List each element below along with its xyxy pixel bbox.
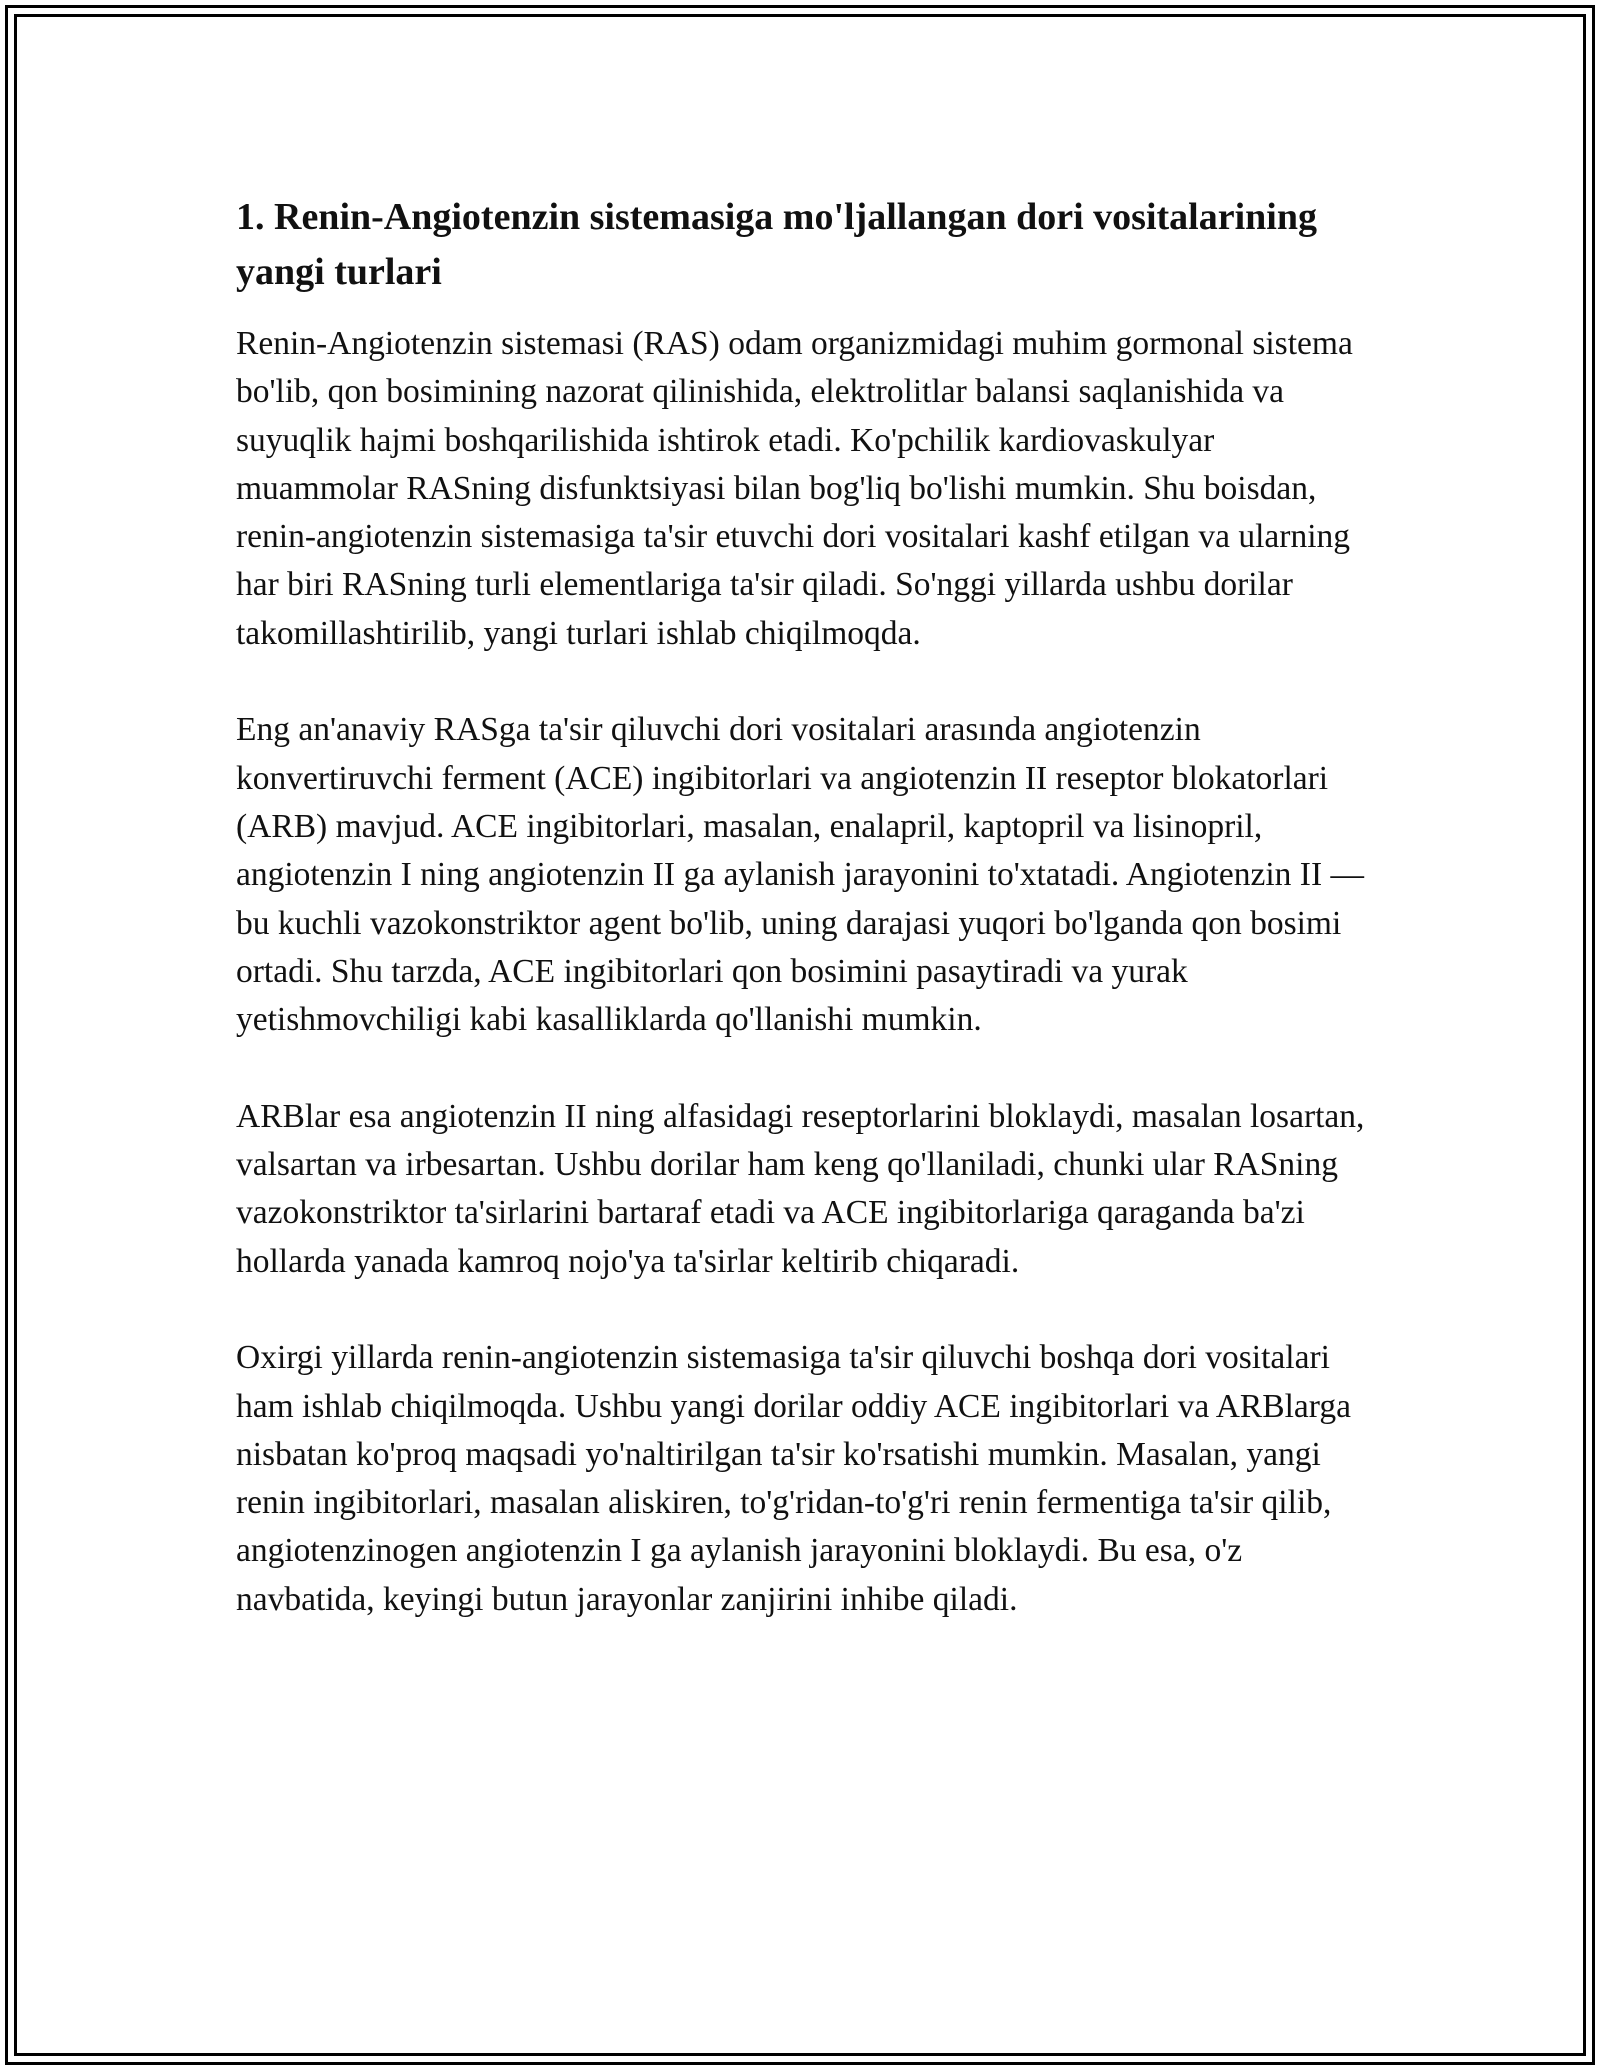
paragraph-3: ARBlar esa angiotenzin II ning alfasidagi reseptorlarini bloklaydi, masalan losartan, valsartan va irbesartan. Ushbu dorilar ham keng qo'llaniladi, chunki ular RASning vazokonstriktor ta'sirlarini bartaraf etadi va ACE ingibitorlariga qaraganda ba'zi hollarda yanada kamroq nojo'ya ta'sirlar keltirib chiqaradi.: [236, 1097, 1365, 1280]
paragraph-1: Renin-Angiotenzin sistemasi (RAS) odam organizmidagi muhim gormonal sistema bo'lib, qon bosimining nazorat qilinishida, elektrolitlar balansi saqlanishida va suyuqlik hajmi boshqarilishida ishtirok etadi. Ko'pchilik kardiovaskulyar muammolar RASning disfunktsiyasi bilan bog'liq bo'lishi mumkin. Shu boisdan, renin-angiotenzin sistemasiga ta'sir etuvchi dori vositalari kashf etilgan va ularning har biri RASning turli elementlariga ta'sir qiladi. So'nggi yillarda ushbu dorilar takomillashtirilib, yangi turlari ishlab chiqilmoqda.: [236, 325, 1353, 652]
paragraph-4: Oxirgi yillarda renin-angiotenzin sistemasiga ta'sir qiluvchi boshqa dori vositalari ham ishlab chiqilmoqda. Ushbu yangi dorilar oddiy ACE ingibitorlari va ARBlarga nisbatan ko'proq maqsadi yo'naltirilgan ta'sir ko'rsatishi mumkin. Masalan, yangi renin ingibitorlari, masalan aliskiren, to'g'ridan-to'g'ri renin fermentiga ta'sir qilib, angiotenzinogen angiotenzin I ga aylanish jarayonini bloklaydi. Bu esa, o'z navbatida, keyingi butun jarayonlar zanjirini inhibe qiladi.: [236, 1339, 1351, 1618]
section-title: 1. Renin-Angiotenzin sistemasiga mo'ljallangan dori vositalarining yangi turlari: [236, 196, 1317, 293]
paragraph-2: Eng an'anaviy RASga ta'sir qiluvchi dori vositalari arasında angiotenzin konvertiruvchi ferment (ACE) ingibitorlari va angiotenzin II reseptor blokatorlari (ARB) mavjud. ACE ingibitorlari, masalan, enalapril, kaptopril va lisinopril, angiotenzin I ning angiotenzin II ga aylanish jarayonini to'xtatadi. Angiotenzin II — bu kuchli vazokonstriktor agent bo'lib, uning darajasi yuqori bo'lganda qon bosimi ortadi. Shu tarzda, ACE ingibitorlari qon bosimini pasaytiradi va yurak yetishmovchiligi kabi kasalliklarda qo'llanishi mumkin.: [236, 711, 1364, 1039]
document-body: [236, 190, 1376, 1624]
